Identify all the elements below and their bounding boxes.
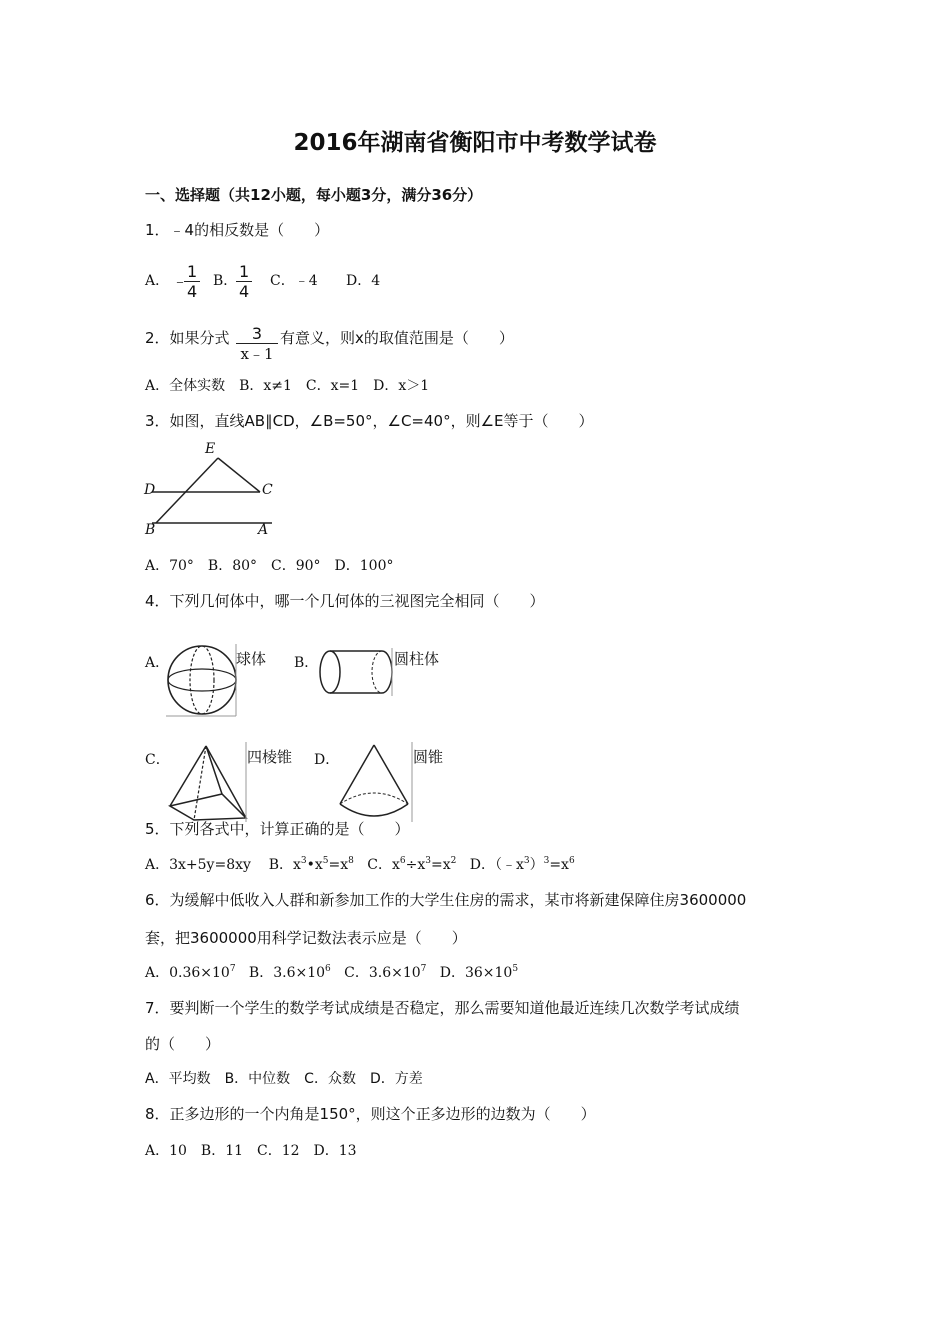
q2-stem-suffix: 有意义，则x的取值范围是（ ） <box>280 329 514 347</box>
cylinder-right-arc <box>382 651 392 693</box>
cone-left-edge <box>340 745 374 804</box>
line-ec <box>218 458 260 492</box>
question-7-line-2: 的（ ） <box>145 1035 221 1053</box>
question-3-options: A．70° B．80° C．90° D．100° <box>145 558 394 574</box>
sphere-meridian <box>190 646 214 714</box>
cone-base-back <box>340 793 408 804</box>
cone-base-front <box>340 804 408 816</box>
question-8-stem: 8．正多边形的一个内角是150°，则这个正多边形的边数为（ ） <box>145 1105 596 1123</box>
q1-option-a-sign: ﹣ <box>172 271 189 290</box>
question-4-stem: 4．下列几何体中，哪一个几何体的三视图完全相同（ ） <box>145 592 545 610</box>
q3-label-b: B <box>145 522 156 538</box>
q6-option-c: C．$3.6\times 10^7$ <box>344 964 427 981</box>
line-be <box>156 458 218 523</box>
cylinder-hidden-arc <box>372 651 382 693</box>
question-2-options: A．全体实数 B．x≠1 C．x=1 D．x＞1 <box>145 378 430 394</box>
question-7-options: A．平均数 B．中位数 C．众数 D．方差 <box>145 1071 423 1087</box>
q6-option-d: D．$36\times 10^5$ <box>439 964 519 981</box>
sphere-outline <box>168 646 236 714</box>
question-6-line-1: 6．为缓解中低收入人群和新参加工作的大学生住房的需求，某市将新建保障住房3600000 <box>145 891 747 909</box>
q5-option-c: C．$x^6\div x^3=x^2$ <box>367 856 457 873</box>
q6-option-b: B．$3.6\times 10^6$ <box>248 964 331 981</box>
q5-option-d: D．$(﹣x^3)^3=x^6$ <box>469 856 575 873</box>
q4-option-d-prefix: D． <box>314 752 340 768</box>
q4-option-c-prefix: C． <box>145 752 170 768</box>
q5-option-a: A．3x+5y=8xy <box>145 857 251 873</box>
q1-option-a-fraction <box>184 263 200 302</box>
cylinder-figure <box>318 648 394 696</box>
question-8-options: A．10 B．11 C．12 D．13 <box>145 1143 357 1159</box>
pyramid-figure <box>166 742 248 822</box>
q3-label-a: A <box>258 522 269 538</box>
q4-option-b-name: 圆柱体 <box>394 650 440 668</box>
cylinder-left-face <box>320 651 340 693</box>
q4-option-b-prefix: B． <box>294 655 319 671</box>
question-3-stem: 3．如图，直线AB∥CD，∠B=50°，∠C=40°，则∠E等于（ ） <box>145 412 594 430</box>
q1-b-denominator: 4 <box>239 282 250 301</box>
section-heading: 一、选择题（共12小题，每小题3分，满分36分） <box>145 186 483 204</box>
q1-b-numerator: 1 <box>236 263 252 282</box>
q4-option-a-name: 球体 <box>236 650 267 668</box>
q1-option-b-prefix: B． <box>213 273 238 289</box>
question-1-stem: 1．﹣4的相反数是（ ） <box>145 221 330 239</box>
q4-option-c-name: 四棱锥 <box>247 748 293 766</box>
question-6-options <box>145 962 518 982</box>
q4-option-d-name: 圆锥 <box>413 748 444 766</box>
pyramid-edge-3 <box>206 746 246 818</box>
cone-figure <box>336 742 416 822</box>
page-title: 2016年湖南省衡阳市中考数学试卷 <box>293 130 657 156</box>
q3-label-e: E <box>205 441 216 457</box>
q1-option-c: C．﹣4 <box>270 273 318 289</box>
question-5-options <box>145 854 575 874</box>
q5-option-b: B．$x^3•x^5=x^8$ <box>268 856 354 873</box>
q1-option-a-prefix: A． <box>145 273 170 289</box>
q3-label-d: D <box>144 482 156 498</box>
q3-label-c: C <box>262 482 273 498</box>
q6-option-a: A．$0.36\times 10^7$ <box>145 964 236 981</box>
question-5-stem: 5．下列各式中，计算正确的是（ ） <box>145 820 410 838</box>
q2-stem-prefix: 2．如果分式 <box>145 329 230 347</box>
q1-a-denominator: 4 <box>187 282 198 301</box>
q4-option-a-prefix: A． <box>145 655 170 671</box>
sphere-equator <box>168 669 236 691</box>
q2-numerator: 3 <box>236 325 278 344</box>
question-6-line-2: 套，把3600000用科学记数法表示应是（ ） <box>145 929 467 947</box>
question-7-line-1: 7．要判断一个学生的数学考试成绩是否稳定，那么需要知道他最近连续几次数学考试成绩 <box>145 999 740 1017</box>
q1-option-d: D．4 <box>346 273 381 289</box>
q2-fraction <box>236 325 278 364</box>
q2-denominator: x﹣1 <box>240 345 274 363</box>
sphere-figure <box>166 644 238 716</box>
cone-right-edge <box>374 745 408 804</box>
q1-option-b-fraction <box>236 263 252 302</box>
q1-a-numerator: 1 <box>184 263 200 282</box>
